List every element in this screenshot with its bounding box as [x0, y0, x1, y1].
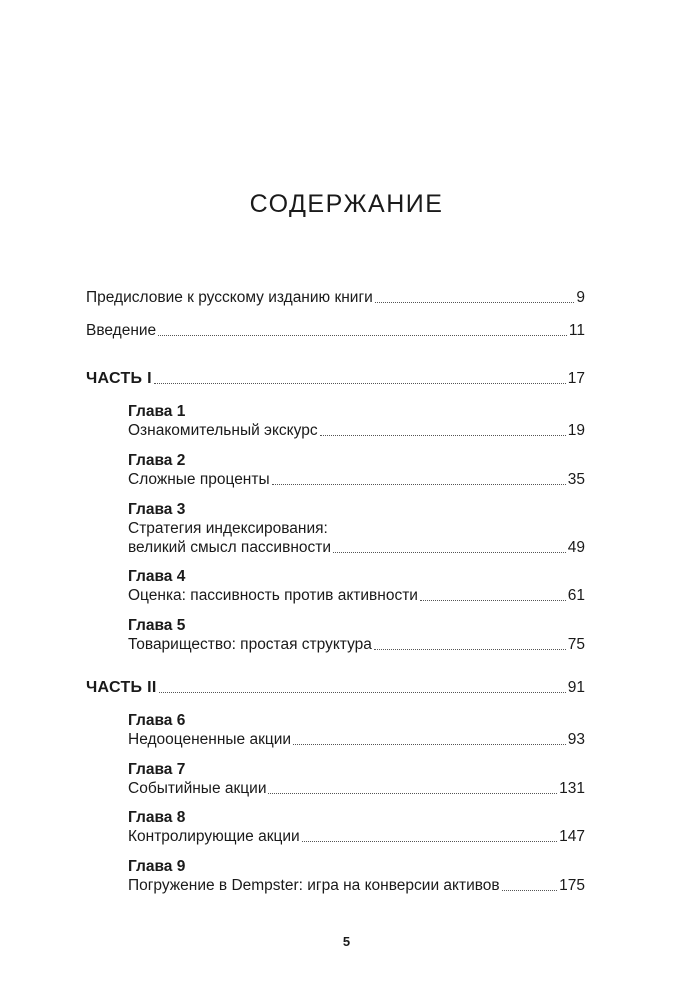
leader-dots	[302, 841, 557, 842]
toc-part-2[interactable]	[86, 678, 585, 698]
toc-chapter-title: Контролирующие акции	[128, 828, 300, 845]
chapter-heading: Глава 7	[128, 761, 186, 778]
chapter-heading: Глава 1	[128, 403, 186, 420]
toc-chapter-page: 35	[567, 471, 585, 488]
toc-part-label: ЧАСТЬ II	[86, 679, 157, 696]
toc-chapter-1[interactable]	[128, 421, 585, 441]
toc-chapter-page: 19	[567, 422, 585, 439]
chapter-heading: Глава 4	[128, 568, 186, 585]
toc-chapter-title: Сложные проценты	[128, 471, 270, 488]
leader-dots	[420, 600, 566, 601]
leader-dots	[374, 649, 566, 650]
page-title: СОДЕРЖАНИЕ	[249, 190, 444, 218]
leader-dots	[154, 383, 566, 384]
toc-chapter-title: Недооцененные акции	[128, 731, 292, 748]
toc-entry-preface[interactable]	[86, 288, 585, 308]
leader-dots	[375, 302, 575, 303]
toc-chapter-title: великий смысл пассивности	[128, 539, 332, 556]
toc-part-page: 17	[567, 370, 585, 387]
leader-dots	[502, 890, 557, 891]
toc-chapter-page: 147	[559, 828, 585, 845]
chapter-heading: Глава 8	[128, 809, 186, 826]
toc-chapter-page: 75	[567, 636, 585, 653]
toc-part-1[interactable]	[86, 369, 585, 389]
toc-chapter-8[interactable]	[128, 827, 585, 847]
toc-chapter-title-line: Стратегия индексирования:	[128, 520, 328, 537]
toc-entry-label: Введение	[86, 322, 157, 339]
toc-chapter-2[interactable]	[128, 470, 585, 490]
toc-chapter-3[interactable]	[128, 538, 585, 558]
leader-dots	[159, 692, 566, 693]
chapter-heading: Глава 9	[128, 858, 186, 875]
toc-chapter-title: Событийные акции	[128, 780, 267, 797]
toc-entry-label: Предисловие к русскому изданию книги	[86, 289, 373, 306]
toc-chapter-5[interactable]	[128, 635, 585, 655]
chapter-heading: Глава 3	[128, 501, 186, 518]
toc-chapter-page: 93	[567, 731, 585, 748]
toc-chapter-page: 175	[559, 877, 585, 894]
leader-dots	[293, 744, 566, 745]
leader-dots	[268, 793, 557, 794]
toc-entry-page: 9	[576, 289, 585, 306]
toc-chapter-7[interactable]	[128, 779, 585, 799]
toc-chapter-6[interactable]	[128, 730, 585, 750]
toc-chapter-page: 131	[559, 780, 585, 797]
toc-chapter-page: 61	[567, 587, 585, 604]
toc-chapter-title: Товарищество: простая структура	[128, 636, 372, 653]
toc-chapter-title: Оценка: пассивность против активности	[128, 587, 418, 604]
toc-chapter-4[interactable]	[128, 586, 585, 606]
leader-dots	[320, 435, 566, 436]
leader-dots	[158, 335, 567, 336]
page-number: 5	[342, 934, 351, 949]
leader-dots	[333, 552, 566, 553]
toc-chapter-page: 49	[567, 539, 585, 556]
toc-chapter-title: Погружение в Dempster: игра на конверсии активов	[128, 877, 500, 894]
toc-part-page: 91	[567, 679, 585, 696]
toc-entry-introduction[interactable]	[86, 321, 585, 341]
leader-dots	[272, 484, 566, 485]
toc-part-label: ЧАСТЬ I	[86, 370, 152, 387]
chapter-heading: Глава 5	[128, 617, 186, 634]
toc-chapter-title: Ознакомительный экскурс	[128, 422, 318, 439]
toc-chapter-9[interactable]	[128, 876, 585, 896]
chapter-heading: Глава 6	[128, 712, 186, 729]
toc-entry-page: 11	[568, 322, 585, 339]
chapter-heading: Глава 2	[128, 452, 186, 469]
